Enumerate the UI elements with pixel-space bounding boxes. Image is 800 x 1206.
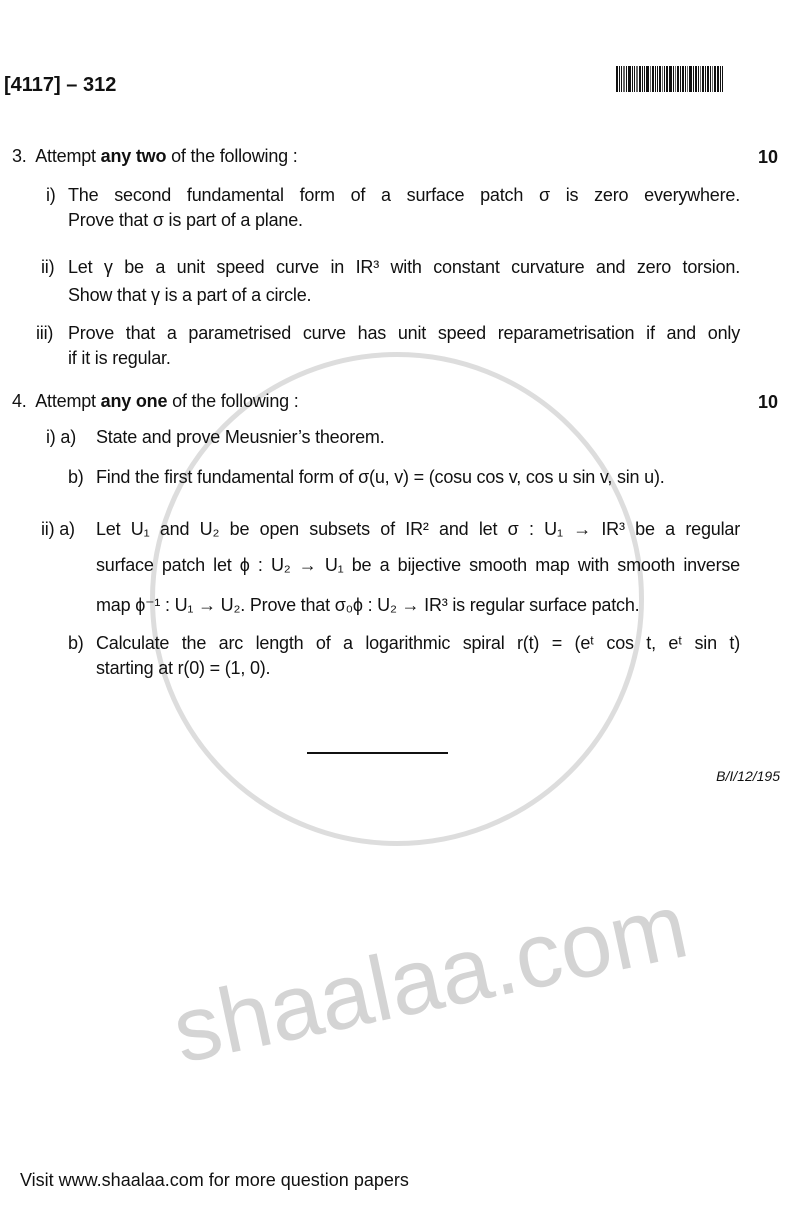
barcode-bar: [639, 66, 641, 92]
instruction-suffix: of the following :: [166, 146, 298, 166]
barcode-bar: [695, 66, 697, 92]
question-number: 3.: [12, 146, 27, 166]
item-label: b): [68, 633, 84, 653]
barcode-bar: [628, 66, 631, 92]
barcode-bar: [636, 66, 638, 92]
barcode-bar: [642, 66, 643, 92]
barcode-bar: [662, 66, 663, 92]
barcode-bar: [621, 66, 622, 92]
barcode-bar: [707, 66, 709, 92]
end-rule: [307, 752, 448, 754]
item-text: The second fundamental form of a surface patch σ is zero everywhere.: [68, 185, 740, 205]
barcode-bar: [717, 66, 719, 92]
item-text: Find the first fundamental form of σ(u, v) = (cosu cos v, cos u sin v, sin u).: [96, 467, 665, 487]
barcode-bar: [616, 66, 618, 92]
barcode-bar: [619, 66, 620, 92]
barcode-bar: [669, 66, 672, 92]
barcode-bar: [700, 66, 701, 92]
item-label: i) a): [46, 427, 76, 447]
barcode-bar: [626, 66, 627, 92]
item-text: Show that γ is a part of a circle.: [68, 285, 312, 305]
barcode-bar: [664, 66, 665, 92]
barcode-bar: [722, 66, 723, 92]
barcode-bar: [650, 66, 651, 92]
question-3-heading: [12, 146, 298, 167]
barcode-bar: [634, 66, 635, 92]
item-text: starting at r(0) = (1, 0).: [96, 658, 271, 678]
barcode-bar: [698, 66, 699, 92]
barcode-bar: [687, 66, 688, 92]
item-text: map ϕ⁻¹ : U₁ → U₂. Prove that σ₀ϕ : U₂ → IR³ is regular surface patch.: [96, 595, 640, 615]
barcode-bar: [705, 66, 706, 92]
item-label: ii): [41, 257, 55, 277]
barcode-bar: [680, 66, 681, 92]
barcode-bar: [710, 66, 711, 92]
question-4-marks: 10: [758, 392, 779, 412]
instruction-emphasis: any one: [100, 391, 168, 411]
question-4-heading: [12, 391, 299, 412]
barcode-bar: [659, 66, 661, 92]
barcode-bar: [673, 66, 674, 92]
item-text: surface patch let ϕ : U₂ → U₁ be a bijective smooth map with smooth inverse: [96, 555, 740, 575]
item-text: State and prove Meusnier’s theorem.: [96, 427, 385, 447]
barcode: [616, 66, 780, 92]
barcode-bar: [693, 66, 694, 92]
item-text: Prove that a parametrised curve has unit speed reparametrisation if and only: [68, 323, 740, 343]
barcode-bar: [666, 66, 668, 92]
instruction-prefix: Attempt: [35, 391, 101, 411]
barcode-bar: [682, 66, 684, 92]
barcode-bar: [720, 66, 721, 92]
item-label: i): [46, 185, 56, 205]
item-text: Let γ be a unit speed curve in IR³ with constant curvature and zero torsion.: [68, 257, 740, 277]
barcode-bar: [632, 66, 633, 92]
barcode-bar: [675, 66, 676, 92]
barcode-bar: [623, 66, 625, 92]
item-text: if it is regular.: [68, 348, 171, 368]
barcode-bar: [712, 66, 713, 92]
instruction-prefix: Attempt: [35, 146, 101, 166]
watermark-text: shaalaa.com: [164, 874, 696, 1083]
question-3-marks: 10: [758, 147, 779, 167]
item-label: ii) a): [41, 519, 75, 539]
barcode-bar: [702, 66, 704, 92]
question-number: 4.: [12, 391, 27, 411]
barcode-bar: [689, 66, 692, 92]
item-label: iii): [36, 323, 54, 343]
item-text: Let U₁ and U₂ be open subsets of IR² and let σ : U₁ → IR³ be a regular: [96, 519, 740, 539]
instruction-emphasis: any two: [100, 146, 167, 166]
barcode-bar: [714, 66, 716, 92]
footer-link-text: Visit www.shaalaa.com for more question papers: [20, 1170, 409, 1190]
barcode-bar: [677, 66, 679, 92]
barcode-bar: [685, 66, 686, 92]
item-label: b): [68, 467, 84, 487]
barcode-bar: [655, 66, 656, 92]
item-text: Prove that σ is part of a plane.: [68, 210, 303, 230]
barcode-bar: [657, 66, 658, 92]
paper-code: [4117] – 312: [4, 74, 117, 96]
item-text: Calculate the arc length of a logarithmic spiral r(t) = (eᵗ cos t, eᵗ sin t): [96, 633, 740, 653]
barcode-bar: [652, 66, 654, 92]
instruction-suffix: of the following :: [167, 391, 299, 411]
barcode-bar: [646, 66, 649, 92]
barcode-bar: [644, 66, 645, 92]
page-code: B/I/12/195: [716, 768, 780, 784]
